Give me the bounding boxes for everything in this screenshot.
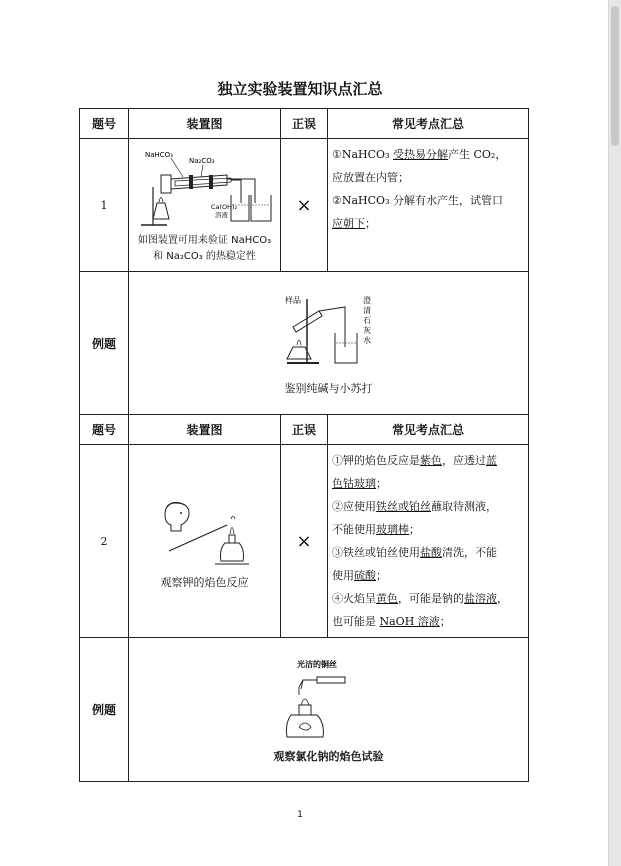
point-text: 也可能是 xyxy=(332,615,380,628)
example-figure-cell xyxy=(129,638,529,782)
example-figure-cell xyxy=(129,272,529,415)
limewater-char: 水 xyxy=(362,336,371,345)
figure-caption: 观察钾的焰色反应 xyxy=(160,576,249,589)
example-label: 例题 xyxy=(80,638,129,782)
row-number: 2 xyxy=(80,445,129,638)
example-label: 例题 xyxy=(80,272,129,415)
point-text: ①钾的焰色反应是 xyxy=(332,454,420,467)
figure-caption-line2: 和 Na₂CO₃ 的热稳定性 xyxy=(153,251,256,262)
tube-heating-limewater-diagram xyxy=(279,289,379,373)
point-text: ； xyxy=(365,217,376,230)
limewater-char: 澄 xyxy=(362,296,371,305)
point-text: 使用 xyxy=(332,569,354,582)
point-text: 产生 CO₂， xyxy=(447,148,507,161)
nested-tube-apparatus-diagram xyxy=(131,145,279,229)
point-underline: 盐酸 xyxy=(420,546,442,559)
header-no: 题号 xyxy=(80,109,129,139)
limewater-char: 石 xyxy=(362,316,371,325)
flame-test-observer-diagram xyxy=(155,491,255,571)
key-points-cell xyxy=(328,445,529,638)
example-row xyxy=(80,638,529,782)
point-underline: 蓝 xyxy=(486,454,497,467)
point-underline: 应朝下 xyxy=(332,217,365,230)
wrong-mark: × xyxy=(281,139,328,272)
label-solution: 溶液 xyxy=(214,211,228,219)
header-figure: 装置图 xyxy=(129,415,281,445)
point-text: ①NaHCO₃ xyxy=(332,148,393,161)
point-text: 不能使用 xyxy=(332,523,376,536)
vertical-scrollbar[interactable] xyxy=(608,0,621,866)
example-caption: 鉴别纯碱与小苏打 xyxy=(284,382,373,395)
point-underline: 受热易分解 xyxy=(392,148,448,161)
header-check: 正误 xyxy=(281,109,328,139)
header-no: 题号 xyxy=(80,415,129,445)
point-text: ②应使用 xyxy=(332,500,376,513)
page-number: 1 xyxy=(297,810,303,820)
point-underline: 盐溶液 xyxy=(464,592,497,605)
point-underline: NaOH 溶液 xyxy=(379,615,440,628)
example-row xyxy=(80,272,529,415)
limewater-char: 灰 xyxy=(362,326,371,335)
point-text: ， xyxy=(497,592,508,605)
page-title: 独立实验装置知识点汇总 xyxy=(217,80,383,98)
table-row xyxy=(80,445,529,638)
point-underline: 硫酸 xyxy=(354,569,376,582)
label-copper-wire: 光洁的铜丝 xyxy=(296,659,337,669)
example-caption: 观察氯化钠的焰色试验 xyxy=(273,749,384,763)
point-text: 清洗，不能 xyxy=(442,546,497,559)
point-underline: 色钴玻璃 xyxy=(332,477,376,490)
label-na2co3: Na₂CO₃ xyxy=(188,157,215,165)
point-underline: 紫色 xyxy=(420,454,442,467)
wrong-mark: × xyxy=(281,445,328,638)
point-text: ④火焰呈 xyxy=(332,592,376,605)
point-underline: 黄色 xyxy=(376,592,398,605)
copper-wire-flame-diagram xyxy=(269,655,389,745)
label-nahco3: NaHCO₃ xyxy=(144,151,173,159)
point-text: ； xyxy=(376,477,387,490)
table-row xyxy=(80,139,529,272)
header-check: 正误 xyxy=(281,415,328,445)
point-underline: 玻璃棒 xyxy=(376,523,409,536)
point-text: ，应透过 xyxy=(442,454,486,467)
point-text: 应放置在内管； xyxy=(332,171,409,184)
header-points: 常见考点汇总 xyxy=(328,109,529,139)
point-text: ； xyxy=(439,615,451,628)
table-header-row xyxy=(80,109,529,139)
header-points: 常见考点汇总 xyxy=(328,415,529,445)
row-number: 1 xyxy=(80,139,129,272)
figure-cell xyxy=(129,445,281,638)
key-points-cell xyxy=(328,139,529,272)
point-text: ； xyxy=(409,523,420,536)
figure-cell xyxy=(129,139,281,272)
point-text: ②NaHCO₃ 分解有水产生，试管口 xyxy=(332,194,503,207)
point-text: ③铁丝或铂丝使用 xyxy=(332,546,420,559)
knowledge-table xyxy=(79,108,529,782)
label-sample: 样品 xyxy=(284,296,301,305)
table-header-row xyxy=(80,415,529,445)
header-figure: 装置图 xyxy=(129,109,281,139)
point-text: 蘸取待测液， xyxy=(431,500,497,513)
point-underline: 铁丝或铂丝 xyxy=(376,500,431,513)
figure-caption-line1: 如图装置可用来验证 NaHCO₃ xyxy=(137,235,272,246)
point-text: ； xyxy=(376,569,387,582)
label-caoh2: Ca(OH)₂ xyxy=(210,203,237,211)
point-text: ，可能是钠的 xyxy=(398,592,464,605)
limewater-char: 清 xyxy=(362,306,371,315)
scrollbar-thumb[interactable] xyxy=(611,6,619,146)
